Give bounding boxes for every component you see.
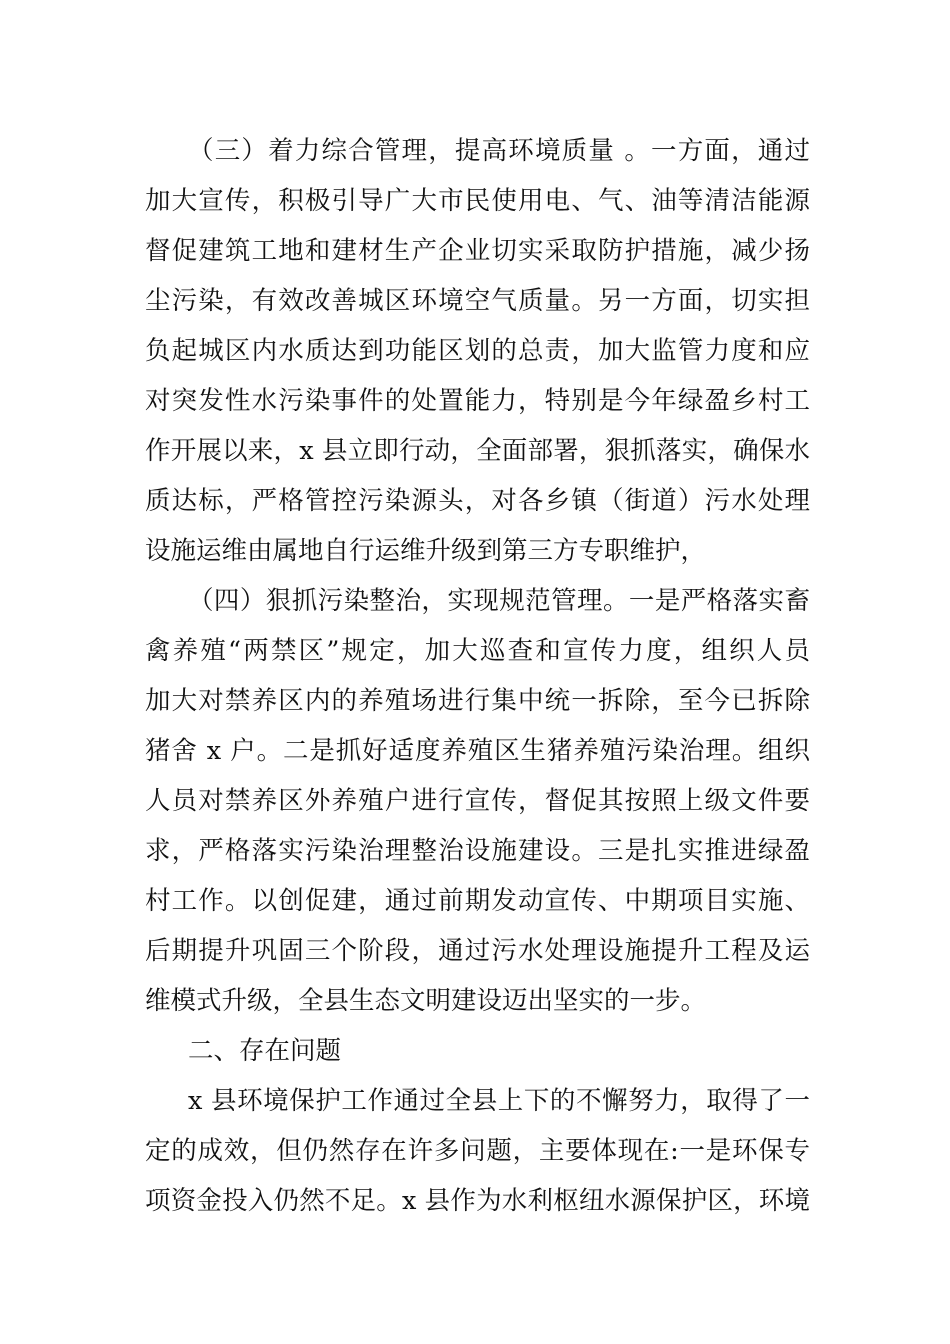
paragraph-line: 加大对禁养区内的养殖场进行集中统一拆除，至今已拆除 bbox=[145, 686, 810, 716]
paragraph-line: 对突发性水污染事件的处置能力，特别是今年绿盈乡村工 bbox=[145, 386, 810, 416]
paragraph-line: 负起城区内水质达到功能区划的总责，加大监管力度和应 bbox=[145, 336, 810, 366]
paragraph-line: x 县环境保护工作通过全县上下的不懈努力，取得了一 bbox=[188, 1086, 810, 1116]
paragraph-line: 猪舍 x 户。二是抓好适度养殖区生猪养殖污染治理。组织 bbox=[145, 736, 810, 766]
paragraph-line: 设施运维由属地自行运维升级到第三方专职维护， bbox=[145, 536, 707, 566]
paragraph-line: 督促建筑工地和建材生产企业切实采取防护措施，减少扬 bbox=[145, 236, 810, 266]
paragraph-line: 项资金投入仍然不足。x 县作为水利枢纽水源保护区，环境 bbox=[145, 1186, 810, 1216]
paragraph-line: 加大宣传，积极引导广大市民使用电、气、油等清洁能源 bbox=[145, 186, 810, 216]
paragraph-line: 作开展以来，x 县立即行动，全面部署，狠抓落实，确保水 bbox=[145, 436, 810, 466]
paragraph-line: （三）着力综合管理，提高环境质量 。一方面，通过 bbox=[188, 136, 810, 166]
section-heading: 二、存在问题 bbox=[188, 1036, 342, 1066]
paragraph-line: 尘污染，有效改善城区环境空气质量。另一方面，切实担 bbox=[145, 286, 810, 316]
paragraph-line: 禽养殖“两禁区”规定，加大巡查和宣传力度，组织人员 bbox=[145, 636, 810, 666]
paragraph-line: 村工作。以创促建，通过前期发动宣传、中期项目实施、 bbox=[145, 886, 810, 916]
paragraph-line: 人员对禁养区外养殖户进行宣传，督促其按照上级文件要 bbox=[145, 786, 810, 816]
paragraph-line: 定的成效，但仍然存在许多问题，主要体现在:一是环保专 bbox=[145, 1136, 810, 1166]
paragraph-line: 求，严格落实污染治理整治设施建设。三是扎实推进绿盈 bbox=[145, 836, 810, 866]
paragraph-line: 维模式升级，全县生态文明建设迈出坚实的一步。 bbox=[145, 986, 707, 1016]
paragraph-line: 质达标，严格管控污染源头，对各乡镇（街道）污水处理 bbox=[145, 486, 810, 516]
paragraph-line: 后期提升巩固三个阶段，通过污水处理设施提升工程及运 bbox=[145, 936, 810, 966]
paragraph-line: （四）狠抓污染整治，实现规范管理。一是严格落实畜 bbox=[188, 586, 810, 616]
